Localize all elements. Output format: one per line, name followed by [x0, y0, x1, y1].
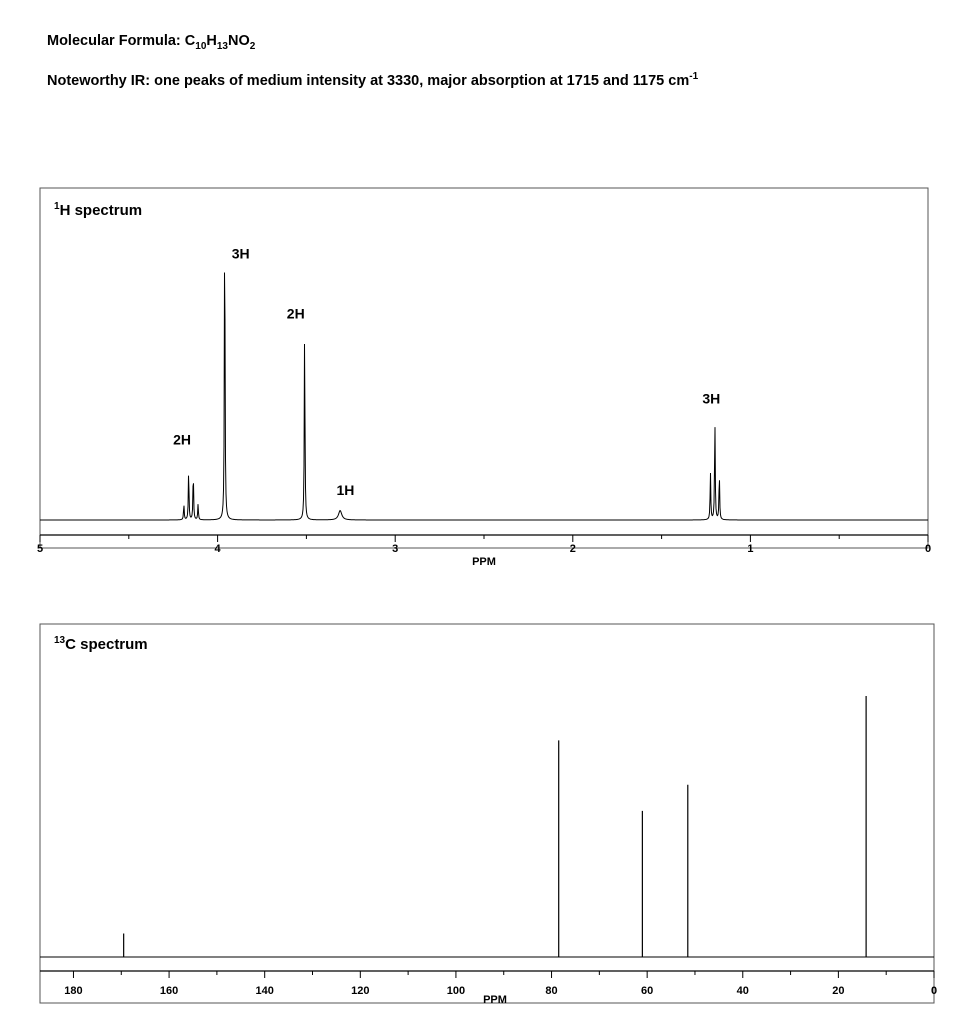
ir-unit-exponent: -1 — [689, 71, 699, 83]
ir-text: Noteworthy IR: one peaks of medium intensity at 3330, major absorption at 1715 and 1175 cm — [47, 73, 690, 89]
h1-integration-label-1: 3H — [231, 245, 250, 262]
c13-x-tick-label-140: 140 — [255, 985, 274, 997]
h1-x-tick-label-3: 3 — [392, 543, 399, 555]
c13-spectrum-title: $^{13}$C spectrum — [54, 635, 148, 653]
formula-label: Molecular Formula: — [47, 33, 185, 49]
c13-x-axis-title: PPM — [483, 994, 507, 1006]
h1-x-tick-label-1: 1 — [747, 543, 754, 555]
c13-x-tick-label-40: 40 — [736, 985, 749, 997]
h1-x-tick-label-2: 2 — [569, 543, 576, 555]
h1-x-tick-label-0: 0 — [924, 543, 932, 555]
h1-integration-label-3: 1H — [336, 481, 355, 498]
h1-x-tick-label-4: 4 — [214, 543, 221, 555]
c13-x-tick-label-80: 80 — [545, 985, 558, 997]
formula-value: $C_{10}H_{13}NO_2$ — [184, 33, 256, 52]
h1-x-axis-title: PPM — [472, 556, 496, 568]
c13-x-tick-label-160: 160 — [159, 985, 179, 997]
h1-integration-label-4: 3H — [702, 390, 721, 407]
c13-plot-frame — [40, 624, 934, 1003]
h1-integration-label-2: 2H — [286, 305, 305, 322]
h1-x-tick-label-5: 5 — [36, 543, 44, 555]
h1-spectrum-title: $^1$H spectrum — [54, 201, 143, 219]
c13-x-tick-label-180: 180 — [64, 985, 83, 997]
h1-integration-label-0: 2H — [173, 431, 192, 448]
c13-x-tick-label-120: 120 — [351, 985, 370, 997]
h1-plot-frame — [40, 188, 928, 548]
c13-x-tick-label-20: 20 — [832, 985, 845, 997]
c13-x-tick-label-60: 60 — [641, 985, 654, 997]
c13-x-tick-label-0: 0 — [930, 985, 938, 997]
h1-spectrum-trace — [40, 272, 928, 520]
c13-x-tick-label-100: 100 — [446, 985, 466, 997]
